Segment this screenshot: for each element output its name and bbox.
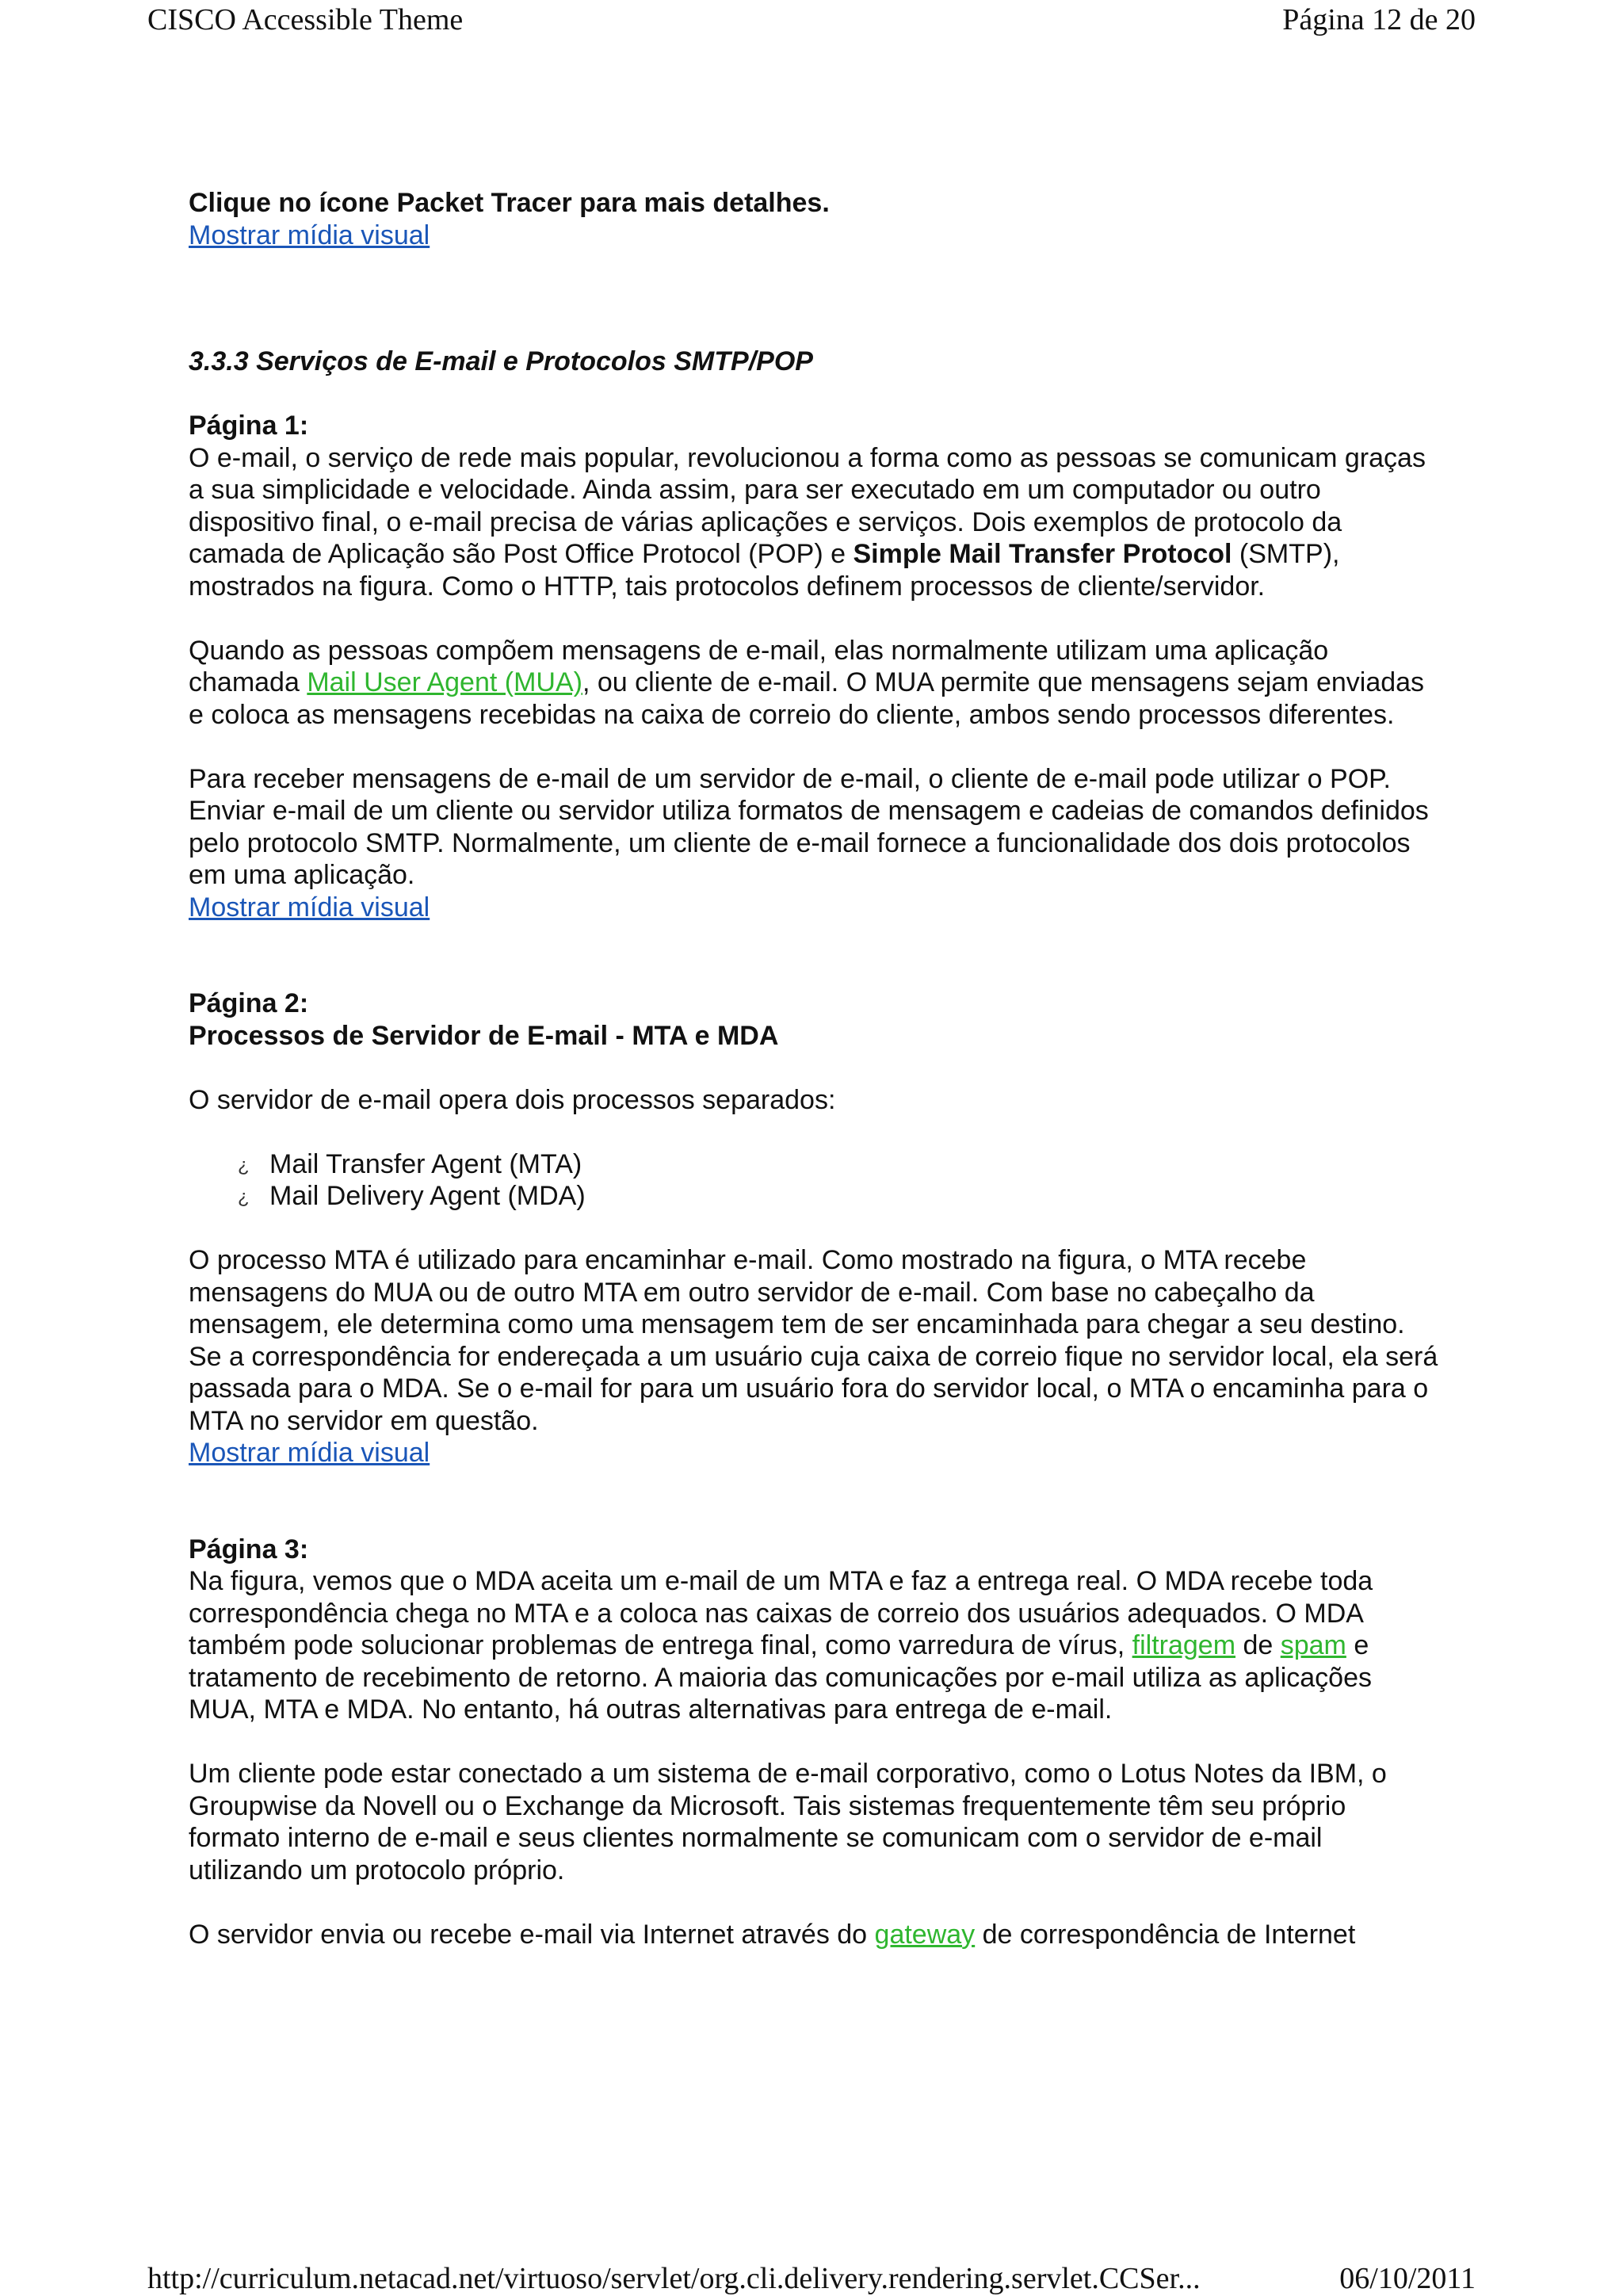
page-number: Página 12 de 20	[1282, 3, 1476, 36]
spam-glossary-link[interactable]: spam	[1280, 1630, 1346, 1660]
page-2-intro: O servidor de e-mail opera dois processos separados:	[189, 1084, 836, 1115]
list-item: ¿ Mail Transfer Agent (MTA)	[189, 1148, 1441, 1181]
page-3-paragraph-3: O servidor envia ou recebe e-mail via Internet através do gateway de correspondência de Internet	[189, 1919, 1356, 1950]
footer-url: http://curriculum.netacad.net/virtuoso/servlet/org.cli.delivery.rendering.servlet.CCSer...	[147, 2262, 1201, 2295]
footer-date: 06/10/2011	[1339, 2262, 1476, 2295]
packet-tracer-instruction: Clique no ícone Packet Tracer para mais detalhes.	[189, 188, 830, 218]
page-3-paragraph-2: Um cliente pode estar conectado a um sistema de e-mail corporativo, como o Lotus Notes da IBM, o Groupwise da Novell ou o Exchange da Microsoft. Tais sistemas frequentemente têm seu próprio formato interno de e-mail e seus clientes normalmente se comunicam com o servidor de e-mail utilizando um protocolo próprio.	[189, 1759, 1387, 1885]
bullet-marker: ¿	[238, 1154, 250, 1176]
page-3-heading: Página 3:	[189, 1534, 309, 1564]
mail-process-list	[189, 1148, 1441, 1213]
page-2-subheading: Processos de Servidor de E-mail - MTA e MDA	[189, 1020, 779, 1051]
page-3-paragraph-1: Na figura, vemos que o MDA aceita um e-mail de um MTA e faz a entrega real. O MDA recebe toda correspondência chega no MTA e a coloca nas caixas de correio dos usuários adequados. O MDA também pode solucionar problemas de entrega final, como varredura de vírus, filtragem de spam e tratamento de recebimento de retorno. A maioria das comunicações por e-mail utiliza as aplicações MUA, MTA e MDA. No entanto, há outras alternativas para entrega de e-mail.	[189, 1566, 1373, 1725]
page-1-heading: Página 1:	[189, 411, 309, 441]
page-2-heading: Página 2:	[189, 988, 309, 1018]
gateway-glossary-link[interactable]: gateway	[874, 1919, 976, 1950]
page-header-title: CISCO Accessible Theme	[147, 3, 464, 36]
bullet-marker: ¿	[238, 1186, 250, 1208]
list-item: ¿ Mail Delivery Agent (MDA)	[189, 1180, 1441, 1213]
page-1-paragraph-3: Para receber mensagens de e-mail de um servidor de e-mail, o cliente de e-mail pode utilizar o POP. Enviar e-mail de um cliente ou servidor utiliza formatos de mensagem e cadeias de comandos definidos pelo protocolo SMTP. Normalmente, um cliente de e-mail fornece a funcionalidade dos dois protocolos em uma aplicação.	[189, 763, 1429, 890]
show-visual-media-link[interactable]: Mostrar mídia visual	[189, 892, 430, 923]
show-visual-media-link[interactable]: Mostrar mídia visual	[189, 1438, 430, 1468]
filtragem-glossary-link[interactable]: filtragem	[1132, 1630, 1236, 1660]
page-1-paragraph-2: Quando as pessoas compõem mensagens de e-mail, elas normalmente utilizam uma aplicação chamada Mail User Agent (MUA), ou cliente de e-mail. O MUA permite que mensagens sejam enviadas e coloca as mensagens recebidas na caixa de correio do cliente, ambos sendo processos diferentes.	[189, 635, 1425, 730]
mua-glossary-link[interactable]: Mail User Agent (MUA)	[307, 667, 582, 697]
document-body	[189, 187, 1441, 1950]
section-title: 3.3.3 Serviços de E-mail e Protocolos SMTP/POP	[189, 346, 813, 376]
show-visual-media-link[interactable]: Mostrar mídia visual	[189, 220, 430, 250]
page-1-paragraph-1: O e-mail, o serviço de rede mais popular, revolucionou a forma como as pessoas se comunicam graças a sua simplicidade e velocidade. Ainda assim, para ser executado em um computador ou outro dispositivo final, o e-mail precisa de várias aplicações e serviços. Dois exemplos de protocolo da camada de Aplicação são Post Office Protocol (POP) e Simple Mail Transfer Protocol (SMTP), mostrados na figura. Como o HTTP, tais protocolos definem processos de cliente/servidor.	[189, 442, 1426, 602]
page-2-paragraph-1: O processo MTA é utilizado para encaminhar e-mail. Como mostrado na figura, o MTA recebe mensagens do MUA ou de outro MTA em outro servidor de e-mail. Com base no cabeçalho da mensagem, ele determina como uma mensagem tem de ser encaminhada para chegar a seu destino. Se a correspondência for endereçada a um usuário cuja caixa de correio fique no servidor local, ela será passada para o MDA. Se o e-mail for para um usuário fora do servidor local, o MTA o encaminha para o MTA no servidor em questão.	[189, 1245, 1438, 1436]
